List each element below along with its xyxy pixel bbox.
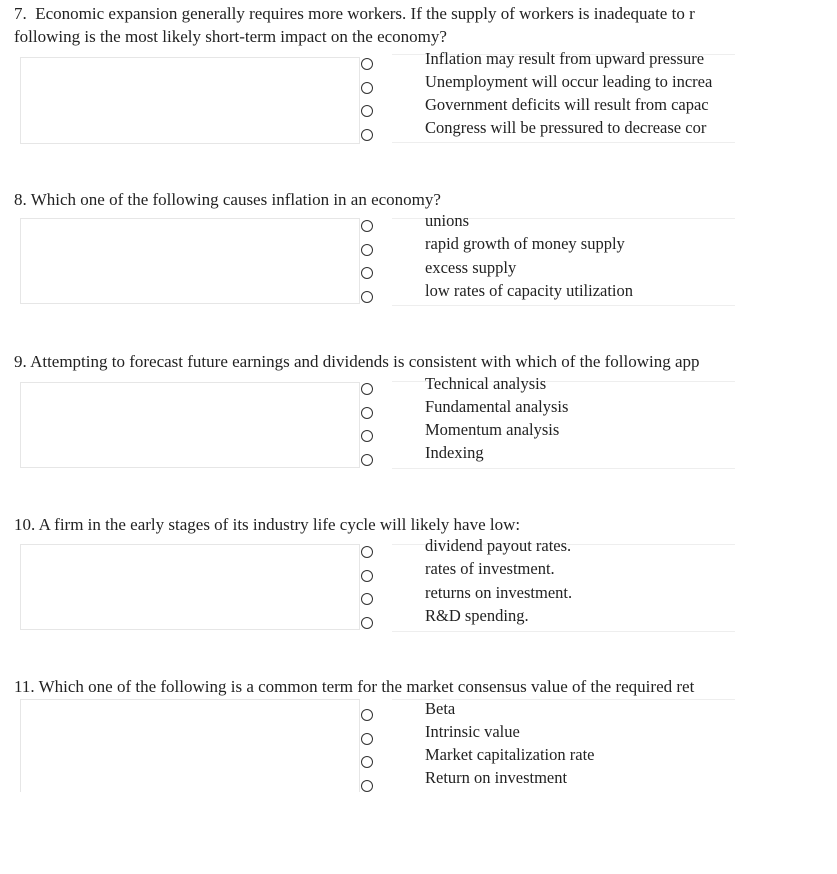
option-label-b: Unemployment will occur leading to increa <box>425 72 713 91</box>
option-label-b: rates of investment. <box>425 559 555 578</box>
option-label-c: Momentum analysis <box>425 420 560 439</box>
question-text <box>14 513 735 536</box>
question-text <box>14 675 735 698</box>
option-label-c: excess supply <box>425 258 517 277</box>
option-label-b: Fundamental analysis <box>425 397 569 416</box>
options-bottom-rule <box>392 305 735 306</box>
radio-option-a[interactable] <box>361 383 373 395</box>
radio-option-b[interactable] <box>361 244 373 256</box>
options-bottom-rule <box>392 631 735 632</box>
radio-option-d[interactable] <box>361 617 373 629</box>
option-label-d: low rates of capacity utilization <box>425 281 634 300</box>
question-number: 9. <box>14 352 27 371</box>
answer-box <box>20 218 360 304</box>
question-stem: Which one of the following causes inflation in an economy? <box>30 190 441 209</box>
question-stem: Economic expansion generally requires more workers. If the supply of workers is inadequate to r <box>35 4 695 23</box>
question-stem: A firm in the early stages of its industry life cycle will likely have low: <box>38 515 521 534</box>
radio-option-d[interactable] <box>361 291 373 303</box>
radio-option-b[interactable] <box>361 407 373 419</box>
question-11 <box>0 675 735 792</box>
question-number: 11. <box>14 677 35 696</box>
answer-box <box>20 544 360 630</box>
question-number: 10. <box>14 515 36 534</box>
answer-box <box>20 699 360 792</box>
question-number: 7. <box>14 4 27 23</box>
option-label-c: returns on investment. <box>425 583 573 602</box>
option-label-b: rapid growth of money supply <box>425 234 625 253</box>
radio-option-c[interactable] <box>361 105 373 117</box>
question-8 <box>0 188 735 348</box>
question-stem: Attempting to forecast future earnings and dividends is consistent with which of the following app <box>30 352 700 371</box>
radio-option-a[interactable] <box>361 546 373 558</box>
radio-option-b[interactable] <box>361 570 373 582</box>
option-label-d: Congress will be pressured to decrease cor <box>425 118 707 137</box>
option-label-a: dividend payout rates. <box>425 536 572 555</box>
radio-option-a[interactable] <box>361 709 373 721</box>
option-label-a: Beta <box>425 699 456 718</box>
radio-option-a[interactable] <box>361 220 373 232</box>
radio-option-d[interactable] <box>361 454 373 466</box>
radio-option-c[interactable] <box>361 593 373 605</box>
option-label-d: Return on investment <box>425 768 568 787</box>
option-label-a: Inflation may result from upward pressure <box>425 49 705 68</box>
question-number: 8. <box>14 190 27 209</box>
answer-box <box>20 382 360 468</box>
radio-option-a[interactable] <box>361 58 373 70</box>
option-label-c: Government deficits will result from capac <box>425 95 709 114</box>
option-label-d: Indexing <box>425 443 484 462</box>
question-10 <box>0 513 735 673</box>
radio-option-d[interactable] <box>361 780 373 792</box>
option-label-b: Intrinsic value <box>425 722 520 741</box>
option-label-c: Market capitalization rate <box>425 745 595 764</box>
options-bottom-rule <box>392 468 735 469</box>
question-stem: Which one of the following is a common term for the market consensus value of the required ret <box>38 677 695 696</box>
question-stem-continued: following is the most likely short-term impact on the economy? <box>14 27 447 46</box>
radio-option-c[interactable] <box>361 756 373 768</box>
radio-option-b[interactable] <box>361 82 373 94</box>
option-label-a: unions <box>425 211 470 230</box>
question-text <box>14 350 735 373</box>
radio-option-d[interactable] <box>361 129 373 141</box>
question-text <box>14 188 735 211</box>
radio-option-c[interactable] <box>361 267 373 279</box>
radio-option-c[interactable] <box>361 430 373 442</box>
options-bottom-rule <box>392 142 735 143</box>
question-7 <box>0 2 735 162</box>
question-9 <box>0 350 735 510</box>
option-label-a: Technical analysis <box>425 374 547 393</box>
answer-box <box>20 57 360 144</box>
option-label-d: R&D spending. <box>425 606 529 625</box>
question-text <box>14 2 735 48</box>
radio-option-b[interactable] <box>361 733 373 745</box>
